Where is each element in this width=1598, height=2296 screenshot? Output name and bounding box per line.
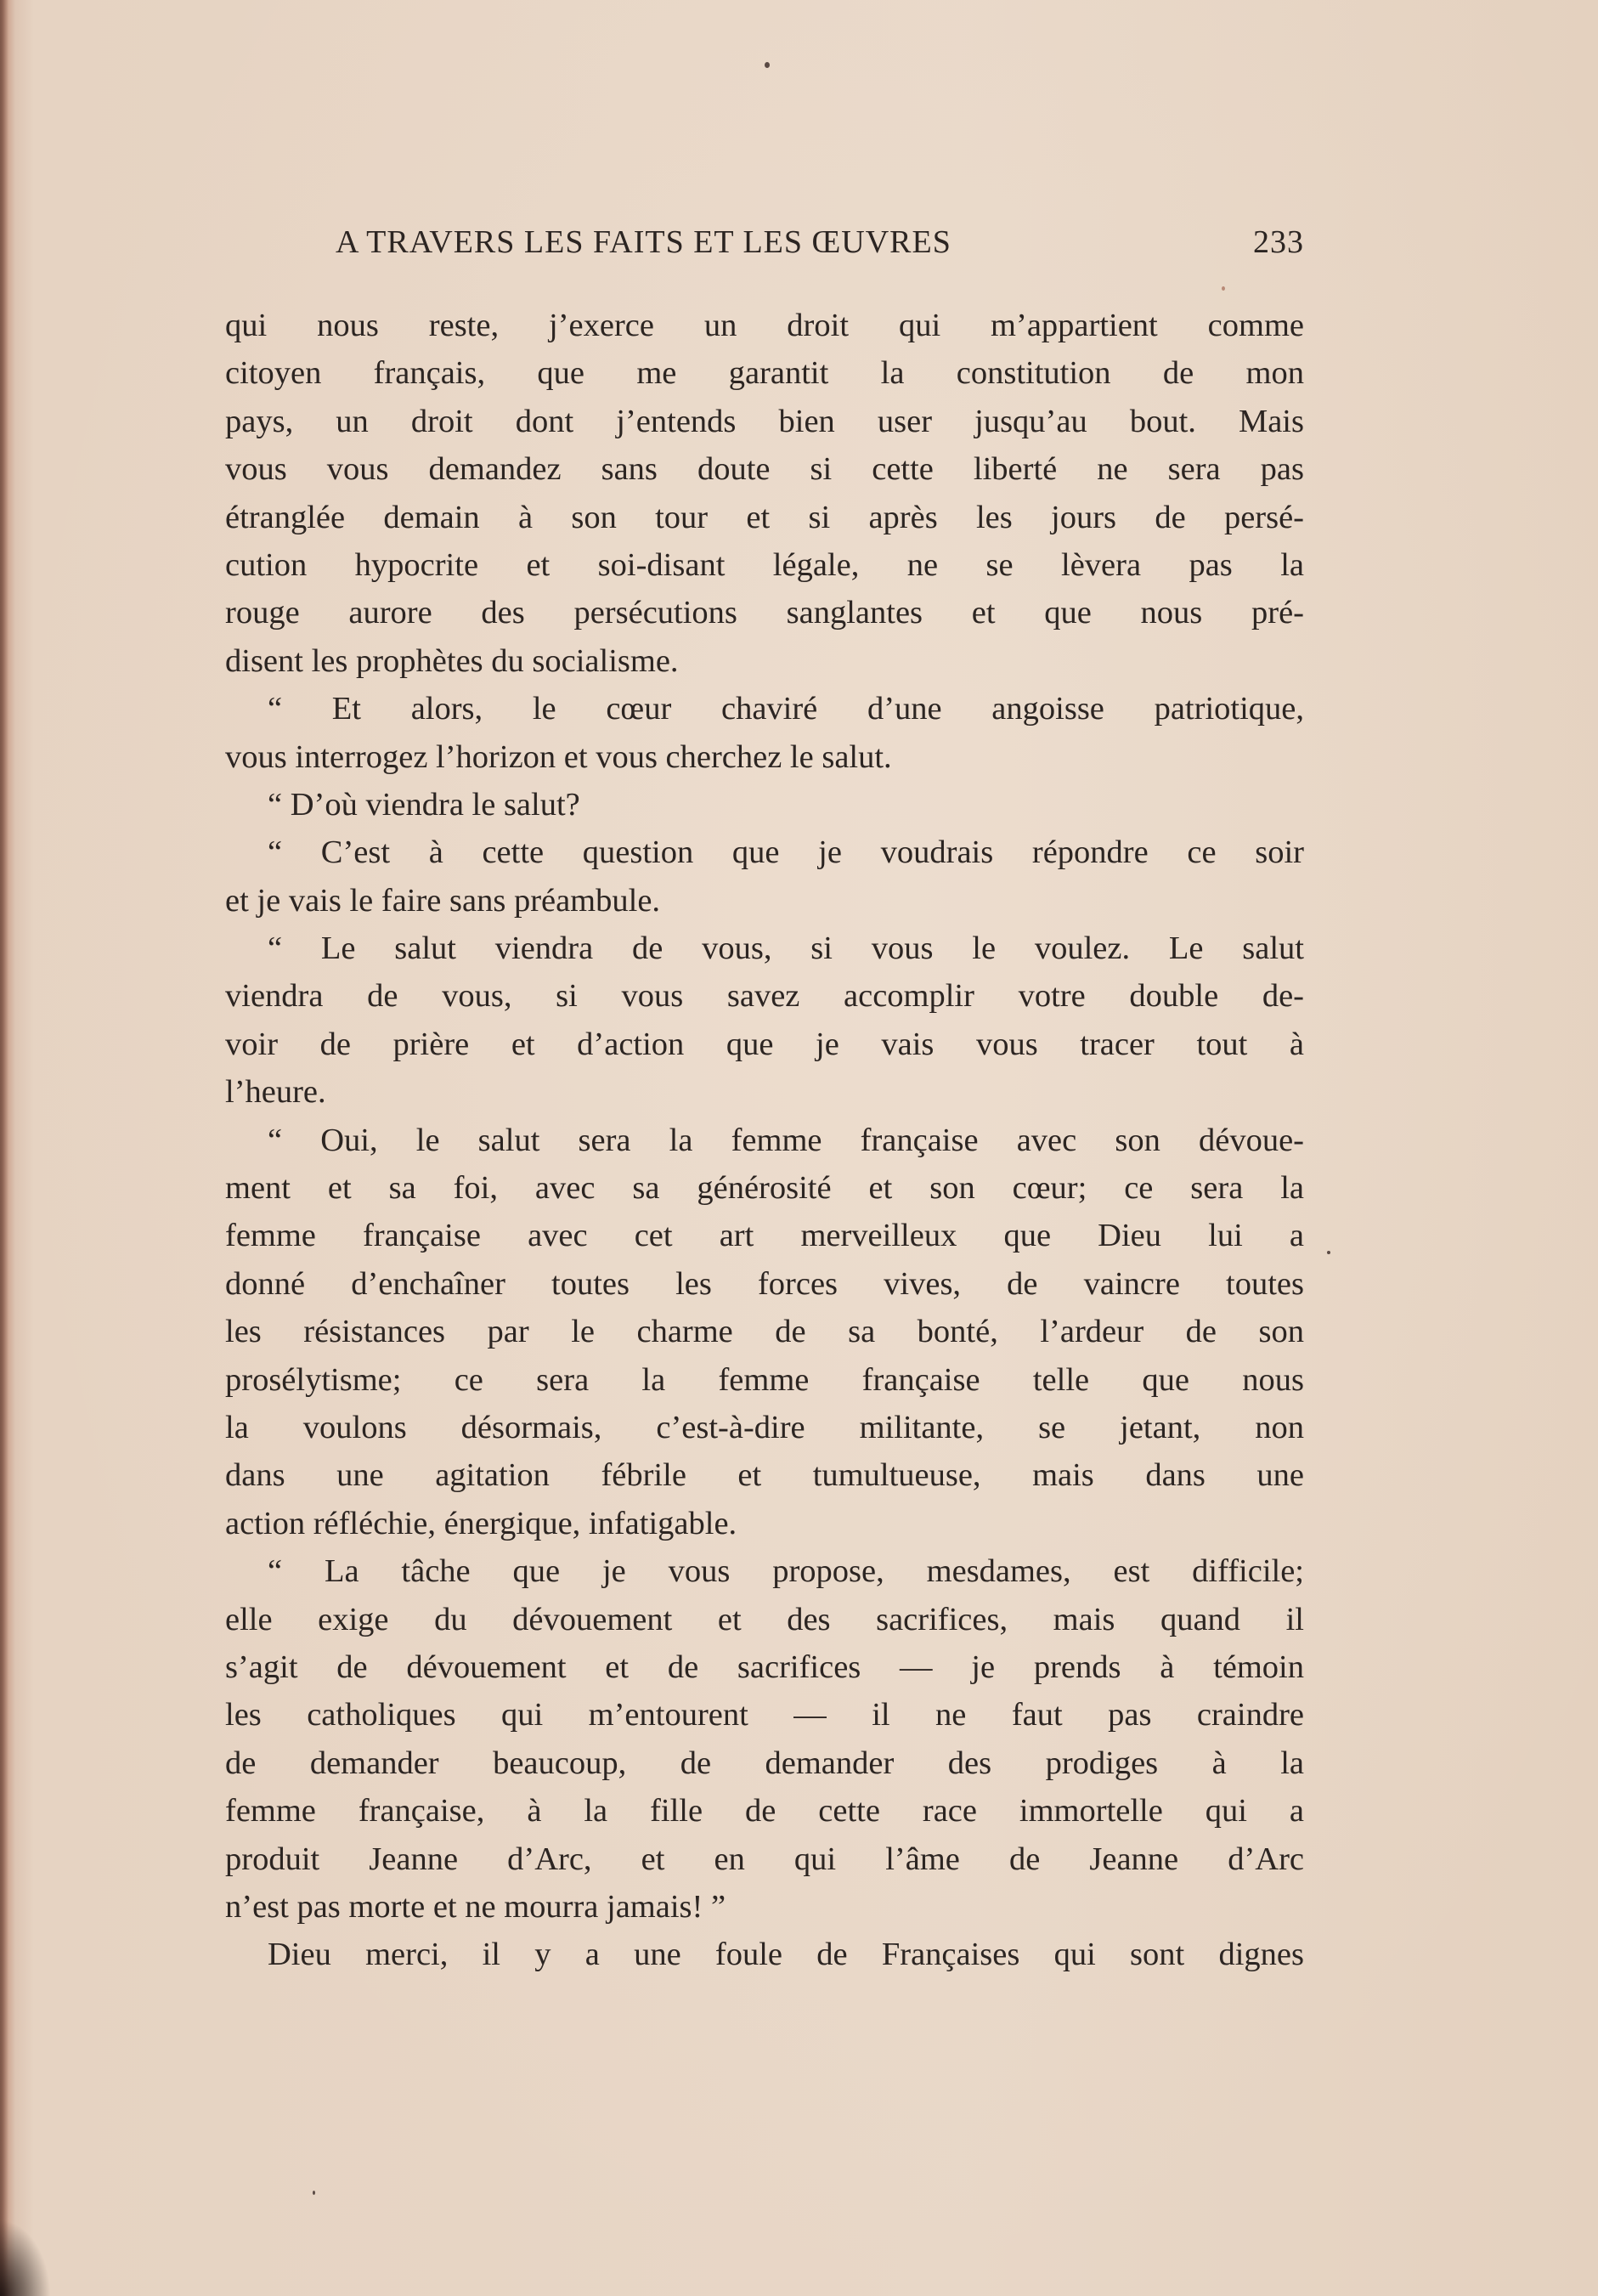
text-line: et je vais le faire sans préambule. bbox=[225, 882, 661, 919]
body-text bbox=[225, 302, 1304, 1979]
text-line: dans une agitation fébrile et tumultueuse, mais dans une bbox=[225, 1457, 1304, 1494]
paper-speck bbox=[313, 2191, 315, 2195]
text-line: vous interrogez l’horizon et vous cherchez le salut. bbox=[225, 738, 892, 775]
text-line: vous vous demandez sans doute si cette liberté ne sera pas bbox=[225, 451, 1304, 488]
text-line: rouge aurore des persécutions sanglantes et que nous pré- bbox=[225, 595, 1304, 631]
text-line: “ D’où viendra le salut? bbox=[268, 786, 580, 823]
text-line: voir de prière et d’action que je vais vous tracer tout à bbox=[225, 1026, 1304, 1062]
text-line: ment et sa foi, avec sa générosité et son cœur; ce sera la bbox=[225, 1170, 1304, 1207]
text-line: cution hypocrite et soi-disant légale, ne se lèvera pas la bbox=[225, 546, 1304, 583]
page-number: 233 bbox=[1253, 224, 1304, 260]
text-line: les résistances par le charme de sa bonté, l’ardeur de son bbox=[225, 1314, 1304, 1350]
binding-edge-shadow bbox=[0, 0, 8, 2296]
text-line: l’heure. bbox=[225, 1074, 326, 1111]
text-line: les catholiques qui m’entourent — il ne faut pas craindre bbox=[225, 1697, 1304, 1733]
page-header bbox=[225, 223, 1304, 266]
text-line: n’est pas morte et ne mourra jamais! ” bbox=[225, 1888, 726, 1925]
text-line: de demander beaucoup, de demander des prodiges à la bbox=[225, 1745, 1304, 1781]
text-line: la voulons désormais, c’est-à-dire militante, se jetant, non bbox=[225, 1409, 1304, 1445]
running-title: A TRAVERS LES FAITS ET LES ŒUVRES bbox=[336, 224, 951, 260]
text-line: Dieu merci, il y a une foule de Françaises qui sont dignes bbox=[268, 1937, 1304, 1973]
text-line: femme française, à la fille de cette race immortelle qui a bbox=[225, 1793, 1304, 1829]
text-line: elle exige du dévouement et des sacrifices, mais quand il bbox=[225, 1601, 1304, 1637]
text-line: prosélytisme; ce sera la femme française telle que nous bbox=[225, 1361, 1304, 1398]
text-line: “ C’est à cette question que je voudrais répondre ce soir bbox=[268, 834, 1304, 871]
paper-speck bbox=[1222, 286, 1225, 291]
text-line: “ Oui, le salut sera la femme française avec son dévoue- bbox=[268, 1122, 1304, 1158]
text-line: “ Le salut viendra de vous, si vous le voulez. Le salut bbox=[268, 930, 1304, 967]
text-line: action réfléchie, énergique, infatigable. bbox=[225, 1505, 737, 1541]
text-line: “ Et alors, le cœur chaviré d’une angoisse patriotique, bbox=[268, 691, 1304, 727]
paper-speck bbox=[1327, 1251, 1330, 1254]
text-line: pays, un droit dont j’entends bien user jusqu’au bout. Mais bbox=[225, 403, 1304, 439]
text-line: “ La tâche que je vous propose, mesdames, est difficile; bbox=[268, 1553, 1304, 1590]
text-line: donné d’enchaîner toutes les forces vives, de vaincre toutes bbox=[225, 1265, 1304, 1302]
text-line: viendra de vous, si vous savez accomplir votre double de- bbox=[225, 978, 1304, 1015]
text-line: produit Jeanne d’Arc, et en qui l’âme de Jeanne d’Arc bbox=[225, 1841, 1304, 1877]
text-line: citoyen français, que me garantit la constitution de mon bbox=[225, 355, 1304, 392]
paper-speck bbox=[765, 62, 770, 68]
text-line: disent les prophètes du socialisme. bbox=[225, 642, 679, 679]
corner-shadow bbox=[0, 2220, 51, 2296]
text-line: qui nous reste, j’exerce un droit qui m’appartient comme bbox=[225, 308, 1304, 343]
text-line: étranglée demain à son tour et si après les jours de persé- bbox=[225, 499, 1304, 535]
text-line: s’agit de dévouement et de sacrifices — je prends à témoin bbox=[225, 1648, 1304, 1685]
text-line: femme française avec cet art merveilleux que Dieu lui a bbox=[225, 1218, 1304, 1254]
